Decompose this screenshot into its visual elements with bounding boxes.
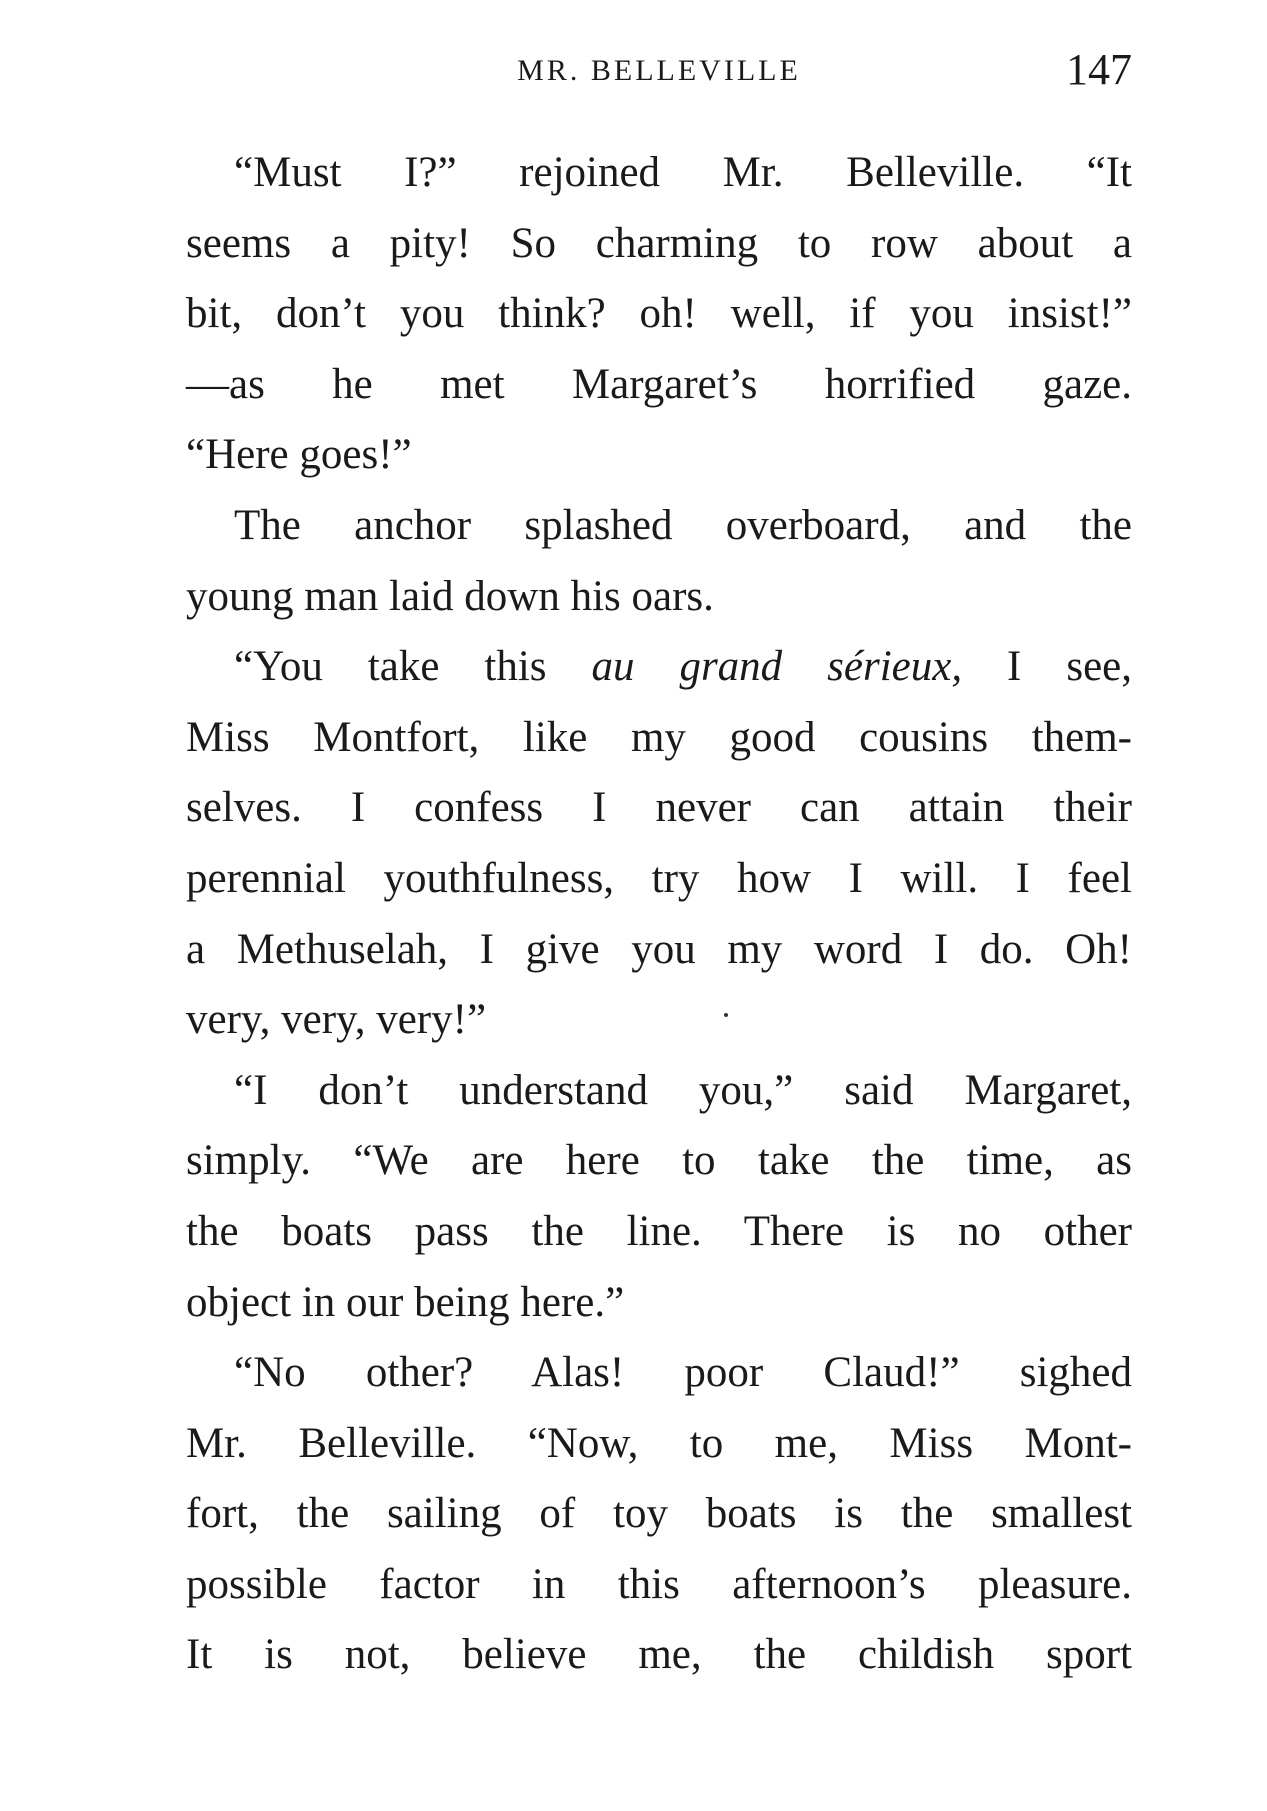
text-line: —as he met Margaret’s horrified gaze. [186, 360, 1132, 408]
text-line: Miss Montfort, like my good cousins them- [186, 713, 1132, 761]
running-head: MR. BELLEVILLE [517, 54, 801, 87]
text-line: “No other? Alas! poor Claud!” sighed [234, 1349, 1132, 1397]
text-line: “I don’t understand you,” said Margaret, [234, 1066, 1132, 1114]
text-line: possible factor in this afternoon’s pleasure. [186, 1560, 1132, 1608]
text-line: Mr. Belleville. “Now, to me, Miss Mont- [186, 1419, 1132, 1467]
text-line: the boats pass the line. There is no other [186, 1207, 1132, 1255]
text-line: seems a pity! So charming to row about a [186, 219, 1132, 267]
print-speck [724, 1013, 728, 1017]
text-line: “Here goes!” [186, 431, 412, 479]
text-fragment: “You take this [234, 643, 592, 691]
text-line: “Must I?” rejoined Mr. Belleville. “It [234, 149, 1132, 196]
body-text [186, 138, 1132, 1691]
text-line: fort, the sailing of toy boats is the smallest [186, 1490, 1132, 1538]
text-fragment: I see, [962, 643, 1132, 691]
text-line: simply. “We are here to take the time, as [186, 1137, 1132, 1185]
text-line: very, very, very!” [186, 996, 487, 1044]
text-line: bit, don’t you think? oh! well, if you insist!” [186, 290, 1132, 338]
text-line: The anchor splashed overboard, and the [234, 501, 1132, 549]
italic-phrase: au grand sérieux, [591, 643, 963, 691]
text-line [186, 632, 1132, 703]
page-number: 147 [1066, 45, 1132, 94]
page-header [186, 40, 1132, 110]
text-line: object in our being here.” [186, 1278, 625, 1326]
text-line: a Methuselah, I give you my word I do. Oh! [186, 925, 1132, 973]
text-line: It is not, believe me, the childish sport [186, 1631, 1132, 1679]
text-line: perennial youthfulness, try how I will. I feel [186, 854, 1132, 902]
text-line: young man laid down his oars. [186, 572, 714, 620]
text-line: selves. I confess I never can attain their [186, 784, 1132, 832]
